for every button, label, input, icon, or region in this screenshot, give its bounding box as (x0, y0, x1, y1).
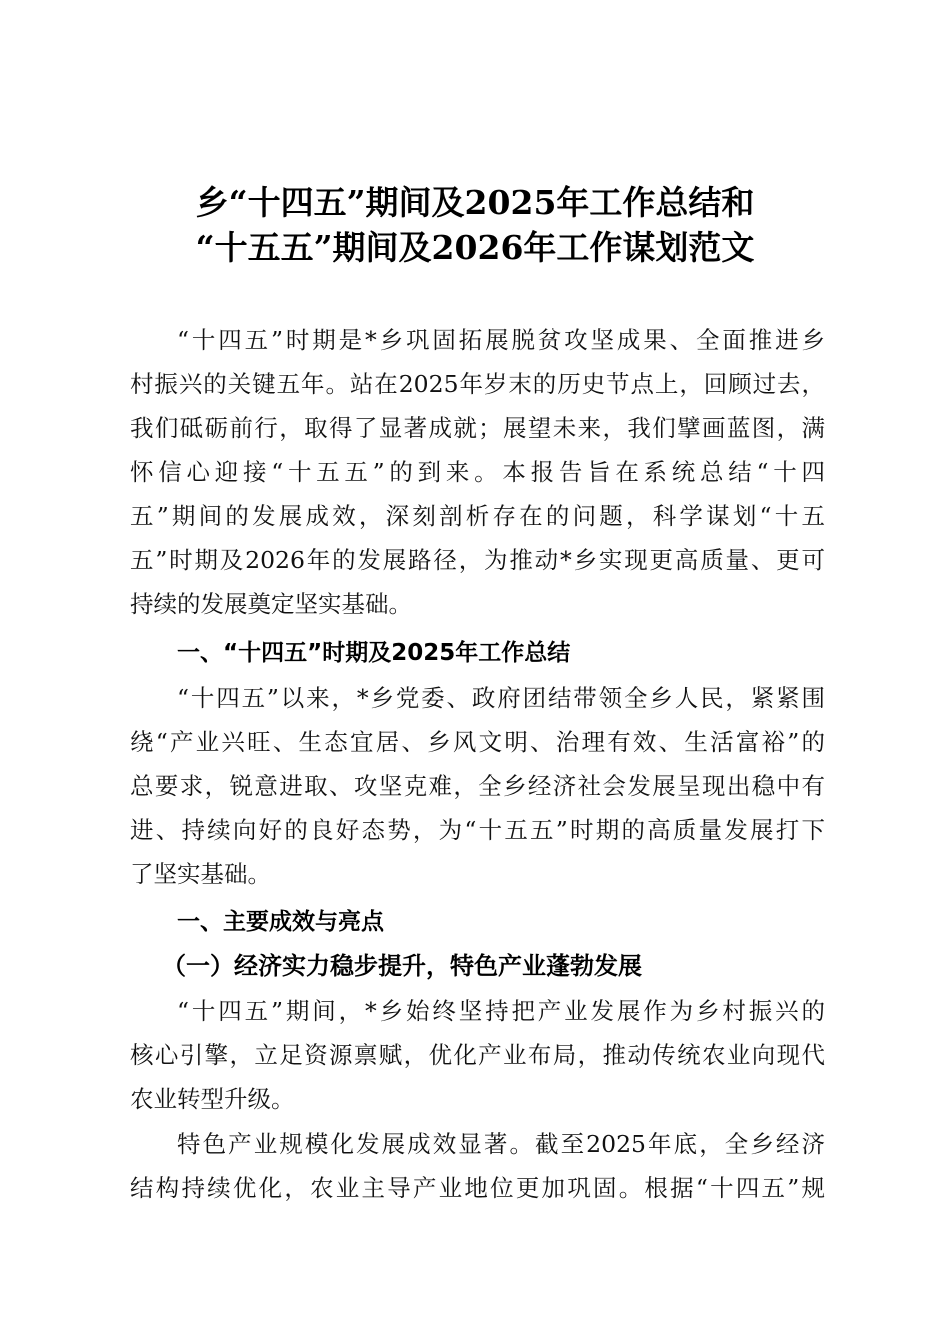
para-b-line: 结构持续优化，农业主导产业地位更加巩固。根据“十四五”规 (130, 1174, 825, 1202)
para-a-line: 核心引擎，立足资源禀赋，优化产业布局，推动传统农业向现代 (130, 1041, 825, 1069)
subsection-heading: 一、主要成效与亮点 (177, 909, 384, 935)
section1-line: 了坚实基础。 (130, 860, 271, 888)
section1-line: “十四五”以来，*乡党委、政府团结带领全乡人民，紧紧围 (177, 684, 825, 712)
para-a-line: “十四五”期间，*乡始终坚持把产业发展作为乡村振兴的 (177, 997, 825, 1025)
intro-line: “十四五”时期是*乡巩固拓展脱贫攻坚成果、全面推进乡 (177, 326, 825, 354)
intro-line: 我们砥砺前行，取得了显著成就；展望未来，我们擘画蓝图，满 (130, 414, 825, 442)
intro-line: 怀信心迎接“十五五”的到来。本报告旨在系统总结“十四 (130, 458, 825, 486)
section1-line: 绕“产业兴旺、生态宜居、乡风文明、治理有效、生活富裕”的 (130, 728, 825, 756)
intro-line: 五”时期及2026年的发展路径，为推动*乡实现更高质量、更可 (130, 546, 825, 574)
section1-line: 进、持续向好的良好态势，为“十五五”时期的高质量发展打下 (130, 816, 825, 844)
intro-line: 村振兴的关键五年。站在2025年岁末的历史节点上，回顾过去， (130, 370, 825, 398)
section-heading: 一、“十四五”时期及2025年工作总结 (177, 640, 571, 666)
intro-line: 持续的发展奠定坚实基础。 (130, 590, 412, 618)
intro-line: 五”期间的发展成效，深刻剖析存在的问题，科学谋划“十五 (130, 502, 825, 530)
document-title-line-2: “十五五”期间及2026年工作谋划范文 (195, 228, 755, 267)
section1-line: 总要求，锐意进取、攻坚克难，全乡经济社会发展呈现出稳中有 (130, 772, 825, 800)
para-b-line: 特色产业规模化发展成效显著。截至2025年底，全乡经济 (177, 1130, 825, 1158)
subsubsection-heading: （一）经济实力稳步提升，特色产业蓬勃发展 (162, 952, 642, 980)
document-title-line-1: 乡“十四五”期间及2025年工作总结和 (195, 183, 755, 222)
para-a-line: 农业转型升级。 (130, 1085, 295, 1113)
